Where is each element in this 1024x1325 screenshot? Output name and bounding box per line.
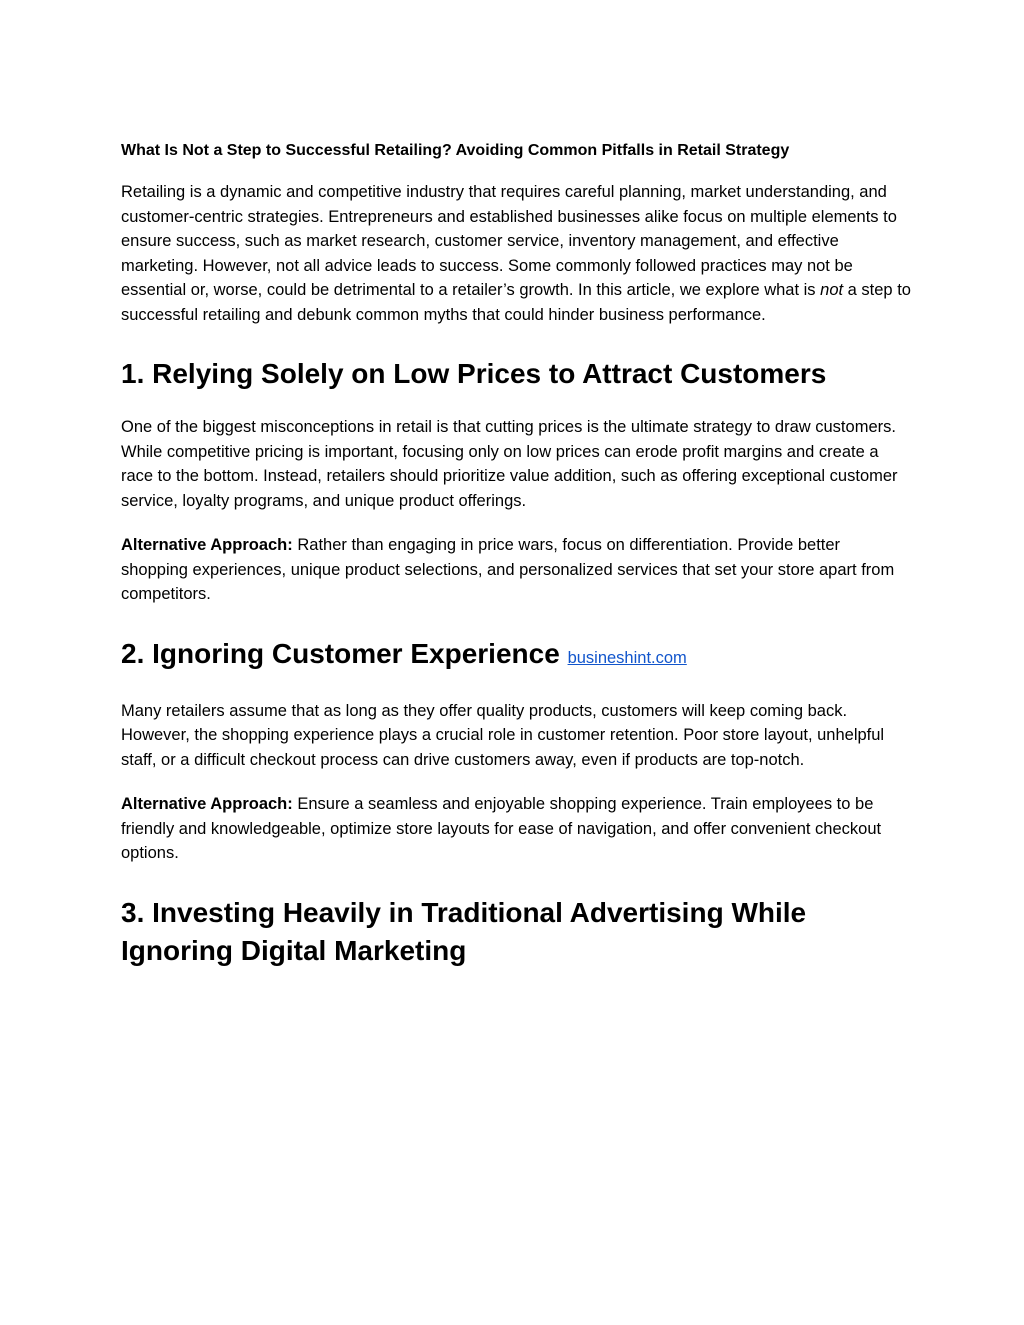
section-1-alternative-text: Rather than engaging in price wars, focus on differentiation. Provide better shopping experiences, unique product selections, and personalized services that set your store apart from competitors. (121, 536, 895, 603)
section-2-heading-row (121, 635, 911, 677)
section-1-heading: 1. Relying Solely on Low Prices to Attract Customers (121, 358, 827, 389)
intro-emphasis: not (820, 281, 844, 299)
intro-text-end: a step to successful retailing and debunk common myths that could hinder business performance. (121, 281, 911, 324)
source-link[interactable]: busineshint.com (567, 648, 687, 667)
section-3-heading: 3. Investing Heavily in Traditional Advertising While Ignoring Digital Marketing (121, 896, 807, 966)
document-title: What Is Not a Step to Successful Retailing? Avoiding Common Pitfalls in Retail Strategy (121, 142, 790, 159)
section-2-alternative-text: Ensure a seamless and enjoyable shopping experience. Train employees to be friendly and knowledgeable, optimize store layouts for ease of navigation, and offer convenient checkout options. (121, 795, 882, 862)
section-2-body: Many retailers assume that as long as they offer quality products, customers will keep coming back. However, the shopping experience plays a crucial role in customer retention. Poor store layout, unhelpful staff, or a difficult checkout process can drive customers away, even if products are top-notch. (121, 701, 885, 769)
section-2-alternative-label: Alternative Approach: (121, 795, 293, 813)
intro-text-start: Retailing is a dynamic and competitive industry that requires careful planning, market understanding, and customer-centric strategies. Entrepreneurs and established businesses alike focus on multiple elements to ensure success, such as market research, customer service, inventory management, and effective marketing. However, not all advice leads to success. Some commonly followed practices may not be essential or, worse, could be detrimental to a retailer’s growth. In this article, we explore what is (121, 183, 897, 299)
section-1-body: One of the biggest misconceptions in retail is that cutting prices is the ultimate strategy to draw customers. While competitive pricing is important, focusing only on low prices can erode profit margins and create a race to the bottom. Instead, retailers should prioritize value addition, such as offering exceptional customer service, loyalty programs, and unique product offerings. (121, 418, 898, 510)
section-1-alternative-label: Alternative Approach: (121, 536, 293, 554)
section-2-heading: 2. Ignoring Customer Experience (121, 637, 560, 669)
section-1-alternative (121, 533, 911, 607)
section-2-alternative (121, 792, 911, 866)
document-page (121, 138, 911, 992)
intro-paragraph (121, 180, 911, 327)
